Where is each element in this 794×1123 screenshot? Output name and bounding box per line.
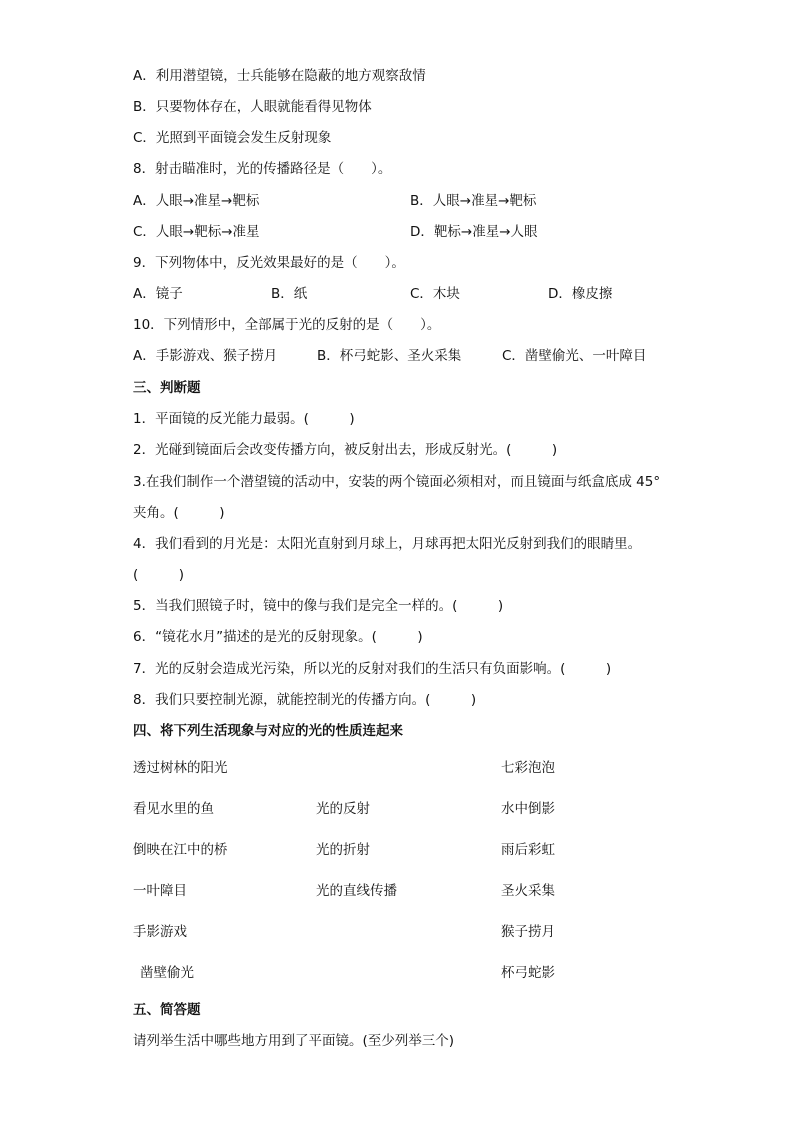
judge-item: 2．光碰到镜面后会改变传播方向，被反射出去，形成反射光。( ) xyxy=(133,442,558,458)
question-10-stem: 10．下列情形中，全部属于光的反射的是（ ）。 xyxy=(133,317,441,333)
q9-option-d: D．橡皮擦 xyxy=(548,286,613,302)
q9-option-b: B．纸 xyxy=(271,286,308,302)
q10-option-a: A．手影游戏、猴子捞月 xyxy=(133,348,278,364)
match-middle-item: 光的直线传播 xyxy=(316,883,397,899)
option-line: B．只要物体存在，人眼就能看得见物体 xyxy=(133,99,372,115)
judge-item: 1．平面镜的反光能力最弱。( ) xyxy=(133,411,355,427)
section-4-title: 四、将下列生活现象与对应的光的性质连起来 xyxy=(133,723,403,739)
q8-option-c: C．人眼→靶标→准星 xyxy=(133,224,260,240)
q9-option-c: C．木块 xyxy=(410,286,460,302)
judge-item: 3.在我们制作一个潜望镜的活动中，安装的两个镜面必须相对，而且镜面与纸盒底成 45° xyxy=(133,474,661,490)
match-middle-item: 光的折射 xyxy=(316,842,370,858)
q8-option-d: D．靶标→准星→人眼 xyxy=(410,224,538,240)
option-line: C．光照到平面镜会发生反射现象 xyxy=(133,130,332,146)
match-right-item: 水中倒影 xyxy=(501,801,555,817)
q10-option-c: C．凿壁偷光、一叶障目 xyxy=(502,348,647,364)
q8-option-a: A．人眼→准星→靶标 xyxy=(133,193,260,209)
judge-item: 7．光的反射会造成光污染，所以光的反射对我们的生活只有负面影响。( ) xyxy=(133,661,612,677)
judge-item-continuation: 夹角。( ) xyxy=(133,505,225,521)
question-9-stem: 9．下列物体中，反光效果最好的是（ ）。 xyxy=(133,255,405,271)
match-left-item: 透过树林的阳光 xyxy=(133,760,228,776)
judge-item-continuation: ( ) xyxy=(133,567,185,583)
match-left-item: 手影游戏 xyxy=(133,924,187,940)
match-left-item: 倒映在江中的桥 xyxy=(133,842,228,858)
short-answer-question: 请列举生活中哪些地方用到了平面镜。(至少列举三个) xyxy=(133,1033,455,1049)
judge-item: 5．当我们照镜子时，镜中的像与我们是完全一样的。( ) xyxy=(133,598,504,614)
match-right-item: 雨后彩虹 xyxy=(501,842,555,858)
section-5-title: 五、简答题 xyxy=(133,1002,201,1018)
match-right-item: 圣火采集 xyxy=(501,883,555,899)
match-right-item: 猴子捞月 xyxy=(501,924,555,940)
match-right-item: 杯弓蛇影 xyxy=(501,965,555,981)
match-right-item: 七彩泡泡 xyxy=(501,760,555,776)
question-8-stem: 8．射击瞄准时，光的传播路径是（ ）。 xyxy=(133,161,392,177)
judge-item: 6．“镜花水月”描述的是光的反射现象。( ) xyxy=(133,629,423,645)
judge-item: 4．我们看到的月光是：太阳光直射到月球上，月球再把太阳光反射到我们的眼睛里。 xyxy=(133,536,642,552)
section-3-title: 三、判断题 xyxy=(133,380,201,396)
q9-option-a: A．镜子 xyxy=(133,286,183,302)
match-left-item: 看见水里的鱼 xyxy=(133,801,214,817)
q8-option-b: B．人眼→准星→靶标 xyxy=(410,193,537,209)
judge-item: 8．我们只要控制光源，就能控制光的传播方向。( ) xyxy=(133,692,477,708)
match-left-item: 凿壁偷光 xyxy=(140,965,194,981)
match-left-item: 一叶障目 xyxy=(133,883,187,899)
option-line: A．利用潜望镜，士兵能够在隐蔽的地方观察敌情 xyxy=(133,68,426,84)
match-middle-item: 光的反射 xyxy=(316,801,370,817)
q10-option-b: B．杯弓蛇影、圣火采集 xyxy=(317,348,462,364)
